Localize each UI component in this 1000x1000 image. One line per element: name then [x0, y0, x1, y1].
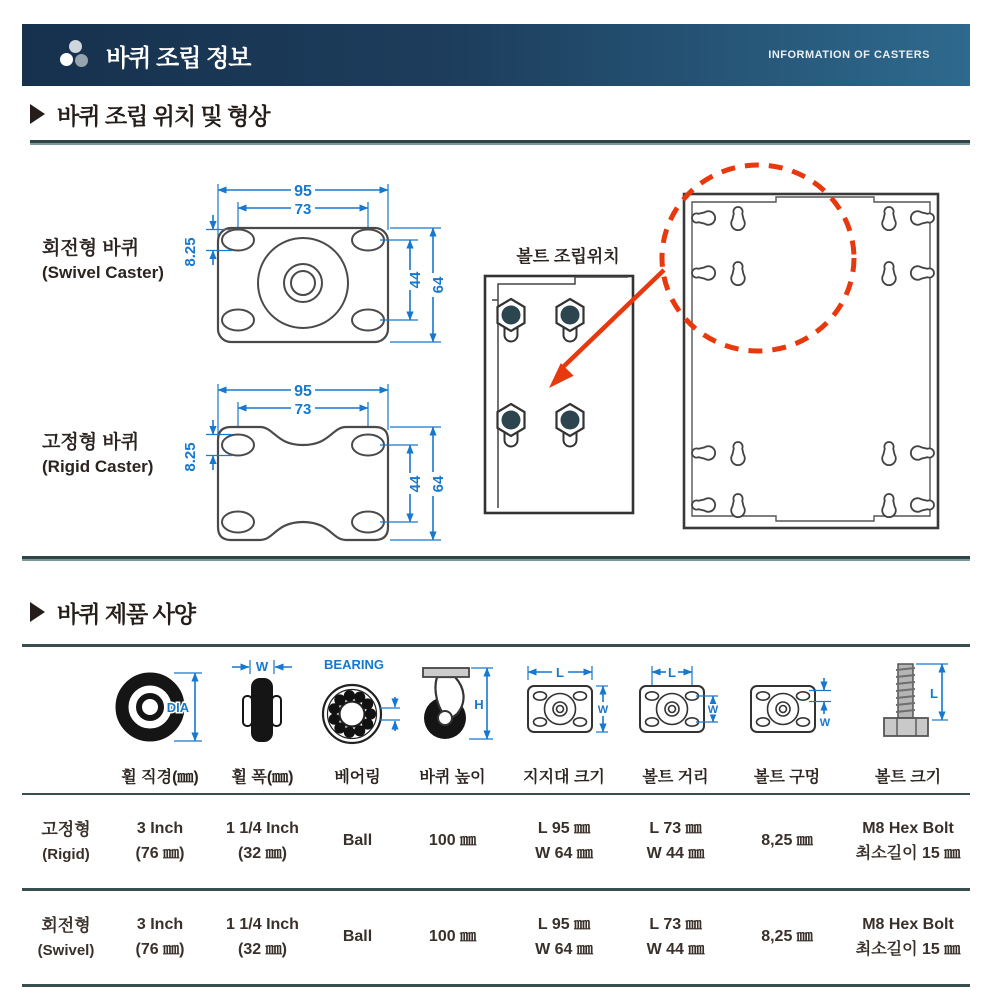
spec-col-bolt-hole: W 볼트 구멍: [728, 647, 846, 793]
bolt-hole-cell: 8,25 ㎜: [761, 832, 813, 850]
svg-text:W: W: [597, 704, 609, 716]
section-marker-icon: [30, 104, 45, 124]
bolt-size-cell: M8 Hex Bolt 최소길이 15 ㎜: [855, 915, 961, 958]
assembly-section-heading: [30, 100, 270, 128]
three-dots-cluster-icon: [60, 40, 90, 70]
dim-bolt-length: 73: [294, 201, 312, 218]
spec-col-bearing: BEARING 베어링: [315, 647, 400, 793]
spec-row-rigid: [22, 795, 970, 891]
section-marker-icon: [30, 602, 45, 622]
bolt-hole-icon: [739, 656, 835, 760]
wheel-diameter-cell: 3 Inch (76 ㎜): [135, 915, 185, 958]
hex-bolt-icon: [860, 656, 956, 760]
plate-size-cell: L 95 ㎜ W 64 ㎜: [535, 915, 593, 958]
spec-table: [22, 644, 970, 987]
swivel-caster-label: [42, 236, 164, 285]
dim-bolt-width: 44: [407, 271, 424, 289]
bearing-cell: Ball: [342, 928, 373, 946]
wheel-width-cell: 1 1/4 Inch (32 ㎜): [226, 915, 299, 958]
svg-text:L: L: [556, 665, 564, 680]
header-bar: [22, 24, 970, 86]
rigid-caster-drawing: [180, 378, 470, 548]
swivel-caster-drawing: [180, 178, 470, 358]
wheel-height-cell: 100 ㎜: [428, 928, 477, 946]
spec-col-plate-size: L W 지지대 크기: [505, 647, 623, 793]
swivel-caster-name-ko: 회전형 바퀴: [42, 238, 140, 259]
dim-hole-size: 8.25: [182, 237, 199, 267]
rigid-caster-name-ko: 고정형 바퀴: [42, 432, 140, 453]
wheel-diameter-cell: 3 Inch (76 ㎜): [135, 819, 185, 862]
section-divider: [30, 140, 970, 145]
frame-panel-drawing: [678, 186, 950, 538]
dim-plate-width: 64: [430, 475, 447, 493]
assembly-section-title: 바퀴 조립 위치 및 형상: [57, 102, 270, 129]
swivel-caster-name-en: (Swivel Caster): [42, 262, 164, 282]
spec-col-wheel-height: H 바퀴 높이: [400, 647, 505, 793]
spec-col-wheel-width: W 휠 폭(㎜): [210, 647, 315, 793]
spec-section-title: 바퀴 제품 사양: [57, 600, 196, 627]
plate-size-cell: L 95 ㎜ W 64 ㎜: [535, 819, 593, 862]
dim-plate-length: 95: [294, 383, 312, 400]
svg-text:L: L: [667, 665, 676, 680]
bolt-position-panel: [480, 268, 645, 538]
bearing-icon: [312, 656, 404, 760]
bolt-size-cell: M8 Hex Bolt 최소길이 15 ㎜: [855, 819, 961, 862]
page-title: 바퀴 조립 정보: [106, 44, 251, 72]
dim-hole-size: 8.25: [182, 442, 199, 472]
spec-col-wheel-diameter: DIA 휠 직경(㎜): [110, 647, 210, 793]
svg-text:BEARING: BEARING: [323, 657, 384, 672]
svg-text:W: W: [819, 717, 831, 729]
dim-plate-length: 95: [294, 183, 312, 200]
svg-text:DIA: DIA: [166, 700, 190, 715]
bolt-hole-cell: 8,25 ㎜: [761, 928, 813, 946]
wheel-height-cell: 100 ㎜: [428, 832, 477, 850]
spec-table-header: [22, 647, 970, 795]
section-divider: [22, 556, 970, 561]
bolt-position-label: 볼트 조립위치: [516, 247, 620, 266]
dim-plate-width: 64: [430, 276, 447, 294]
rigid-caster-name-en: (Rigid Caster): [42, 456, 154, 476]
svg-text:H: H: [473, 697, 484, 712]
spec-col-type: [22, 647, 110, 793]
bolt-distance-cell: L 73 ㎜ W 44 ㎜: [646, 819, 705, 862]
bearing-cell: Ball: [342, 832, 373, 850]
page-subtitle: INFORMATION OF CASTERS: [768, 49, 930, 61]
svg-text:W: W: [707, 704, 718, 716]
wheel-side-icon: [217, 656, 309, 760]
type-cell: 회전형 (Swivel): [37, 915, 95, 960]
wheel-front-icon: [114, 656, 206, 760]
spec-col-bolt-size: L 볼트 크기: [846, 647, 970, 793]
caster-height-icon: [407, 656, 499, 760]
dim-bolt-length: 73: [294, 401, 312, 418]
svg-text:W: W: [255, 659, 268, 674]
plate-top-icon: [516, 656, 612, 760]
spec-row-swivel: [22, 891, 970, 984]
dim-bolt-width: 44: [407, 475, 424, 493]
type-cell: 고정형 (Rigid): [41, 819, 91, 864]
wheel-width-cell: 1 1/4 Inch (32 ㎜): [226, 819, 299, 862]
spec-col-bolt-distance: L W 볼트 거리: [623, 647, 728, 793]
spec-section-heading: [30, 598, 195, 626]
svg-text:L: L: [930, 686, 938, 701]
bolt-distance-icon: [628, 656, 724, 760]
rigid-caster-label: [42, 430, 153, 479]
bolt-distance-cell: L 73 ㎜ W 44 ㎜: [646, 915, 705, 958]
